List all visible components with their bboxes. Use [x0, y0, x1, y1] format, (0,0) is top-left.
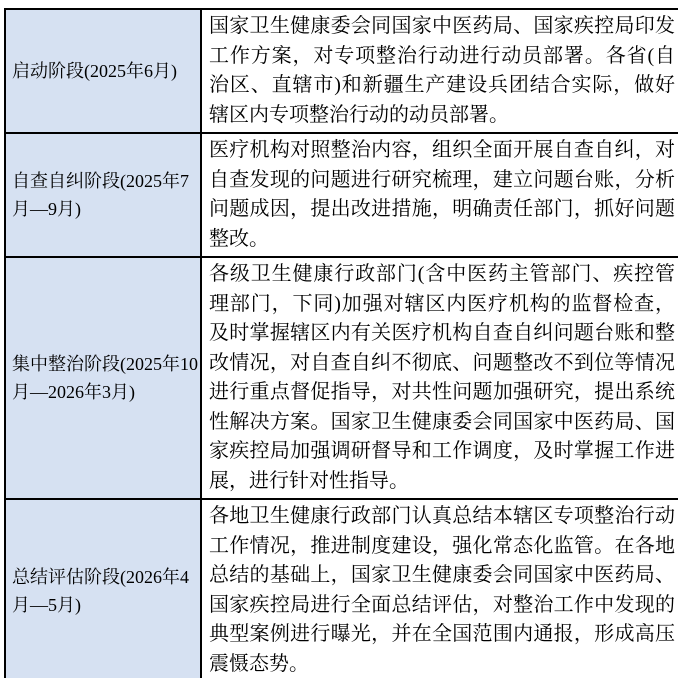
table-body — [5, 9, 678, 678]
description-cell: 各级卫生健康行政部门(含中医药主管部门、疾控管理部门，下同)加强对辖区内医疗机构的监督检查，及时掌握辖区内有关医疗机构自查自纠问题台账和整改情况，对自查自纠不彻底、问题整改不到位等情况进行重点督促指导，对共性问题加强研究，提出系统性解决方案。国家卫生健康委会同国家中医药局、国家疾控局加强调研督导和工作调度，及时掌握工作进展，进行针对性指导。 — [201, 257, 678, 499]
description-cell: 各地卫生健康行政部门认真总结本辖区专项整治行动工作情况，推进制度建设，强化常态化监管。在各地总结的基础上，国家卫生健康委会同国家中医药局、国家疾控局进行全面总结评估，对整治工作中发现的典型案例进行曝光，并在全国范围内通报，形成高压震慑态势。 — [201, 499, 678, 678]
phase-cell: 启动阶段(2025年6月) — [5, 9, 201, 133]
phase-cell: 自查自纠阶段(2025年7月—9月) — [5, 133, 201, 257]
table-row — [5, 499, 678, 678]
description-cell: 医疗机构对照整治内容，组织全面开展自查自纠，对自查发现的问题进行研究梳理，建立问题台账，分析问题成因，提出改进措施，明确责任部门，抓好问题整改。 — [201, 133, 678, 257]
rectification-phases-table — [4, 8, 678, 678]
table-row — [5, 257, 678, 499]
phase-cell: 集中整治阶段(2025年10月—2026年3月) — [5, 257, 201, 499]
description-cell: 国家卫生健康委会同国家中医药局、国家疾控局印发工作方案，对专项整治行动进行动员部署。各省(自治区、直辖市)和新疆生产建设兵团结合实际，做好辖区内专项整治行动的动员部署。 — [201, 9, 678, 133]
phase-cell: 总结评估阶段(2026年4月—5月) — [5, 499, 201, 678]
table-row — [5, 133, 678, 257]
table-row — [5, 9, 678, 133]
